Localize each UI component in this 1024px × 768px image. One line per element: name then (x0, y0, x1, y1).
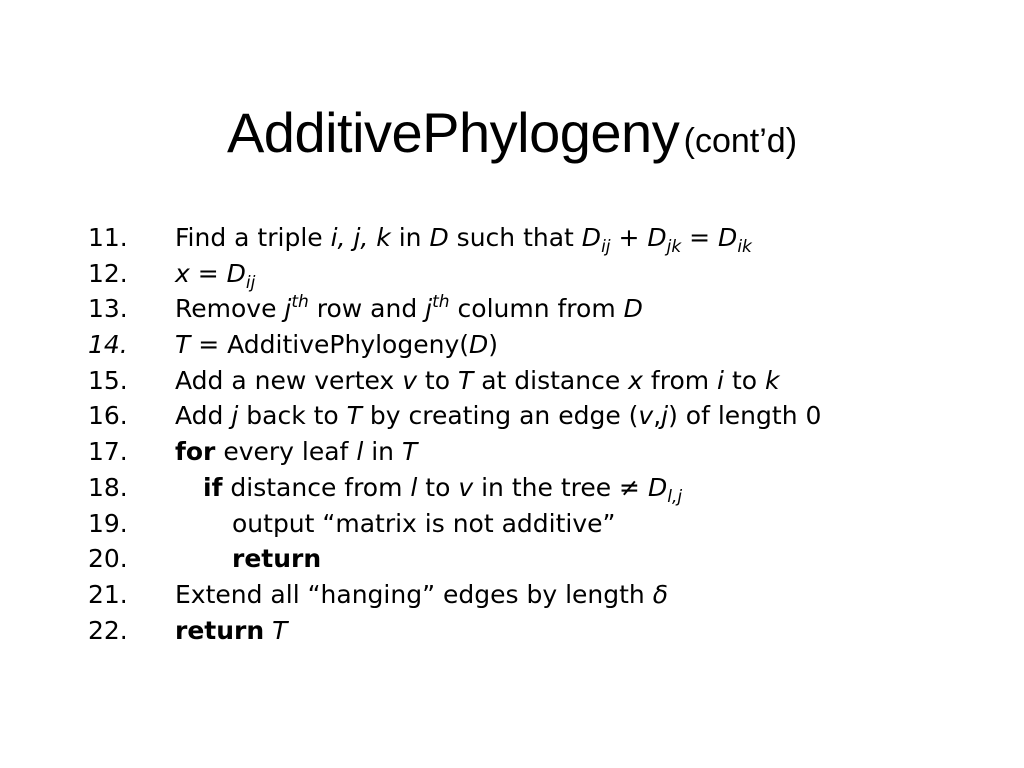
pseudocode-line-22 (88, 613, 1008, 649)
line-number: 18. (88, 472, 128, 502)
pseudocode-line-20 (88, 541, 1008, 577)
line-number: 16. (88, 401, 128, 431)
title-main: AdditivePhylogeny (226, 101, 680, 164)
pseudocode-line-21 (88, 577, 1008, 613)
line-number: 17. (88, 437, 128, 467)
line-number: 21. (88, 579, 128, 609)
pseudocode-line-15 (88, 363, 1008, 399)
pseudocode-line-16 (88, 398, 1008, 434)
pseudocode-line-19 (88, 506, 1008, 542)
pseudocode-line-13 (88, 291, 1008, 327)
line-number: 20. (88, 544, 128, 574)
line-code: $x = D_{ij}$ (175, 258, 256, 293)
line-code: Find a triple i, j, k in D such that $D_{ij} + D_{jk} = D_{ik}$ (175, 223, 752, 257)
line-number: 22. (88, 615, 128, 645)
line-number: 15. (88, 365, 128, 395)
line-code: if distance from l to v in the tree ≠ $D_{l,j}$ (203, 472, 683, 507)
line-code: for every leaf l in T (175, 437, 418, 467)
line-number: 19. (88, 508, 128, 538)
line-code: Remove $j^{th}$ row and $j^{th}$ column from D (175, 292, 643, 324)
line-code: T = AdditivePhylogeny(D) (175, 330, 499, 360)
line-number: 14. (88, 330, 128, 360)
line-code: return (232, 544, 322, 574)
pseudocode-block (88, 220, 1008, 648)
line-code: Extend all “hanging” edges by length δ (175, 579, 668, 609)
pseudocode-line-11 (88, 220, 1008, 256)
line-code: Add a new vertex v to T at distance x from i to k (175, 365, 780, 395)
line-code: return T (175, 615, 288, 645)
pseudocode-line-14 (88, 327, 1008, 363)
pseudocode-line-17 (88, 434, 1008, 470)
line-code: output “matrix is not additive” (232, 508, 616, 538)
line-number: 11. (88, 223, 128, 252)
line-number: 12. (88, 258, 128, 288)
line-code: Add j back to T by creating an edge (v,j) of length 0 (175, 401, 822, 431)
pseudocode-line-18 (88, 470, 1008, 506)
line-number: 13. (88, 294, 128, 324)
title-sub: (cont’d) (683, 122, 798, 160)
slide-title (0, 100, 1024, 165)
pseudocode-line-12 (88, 256, 1008, 292)
